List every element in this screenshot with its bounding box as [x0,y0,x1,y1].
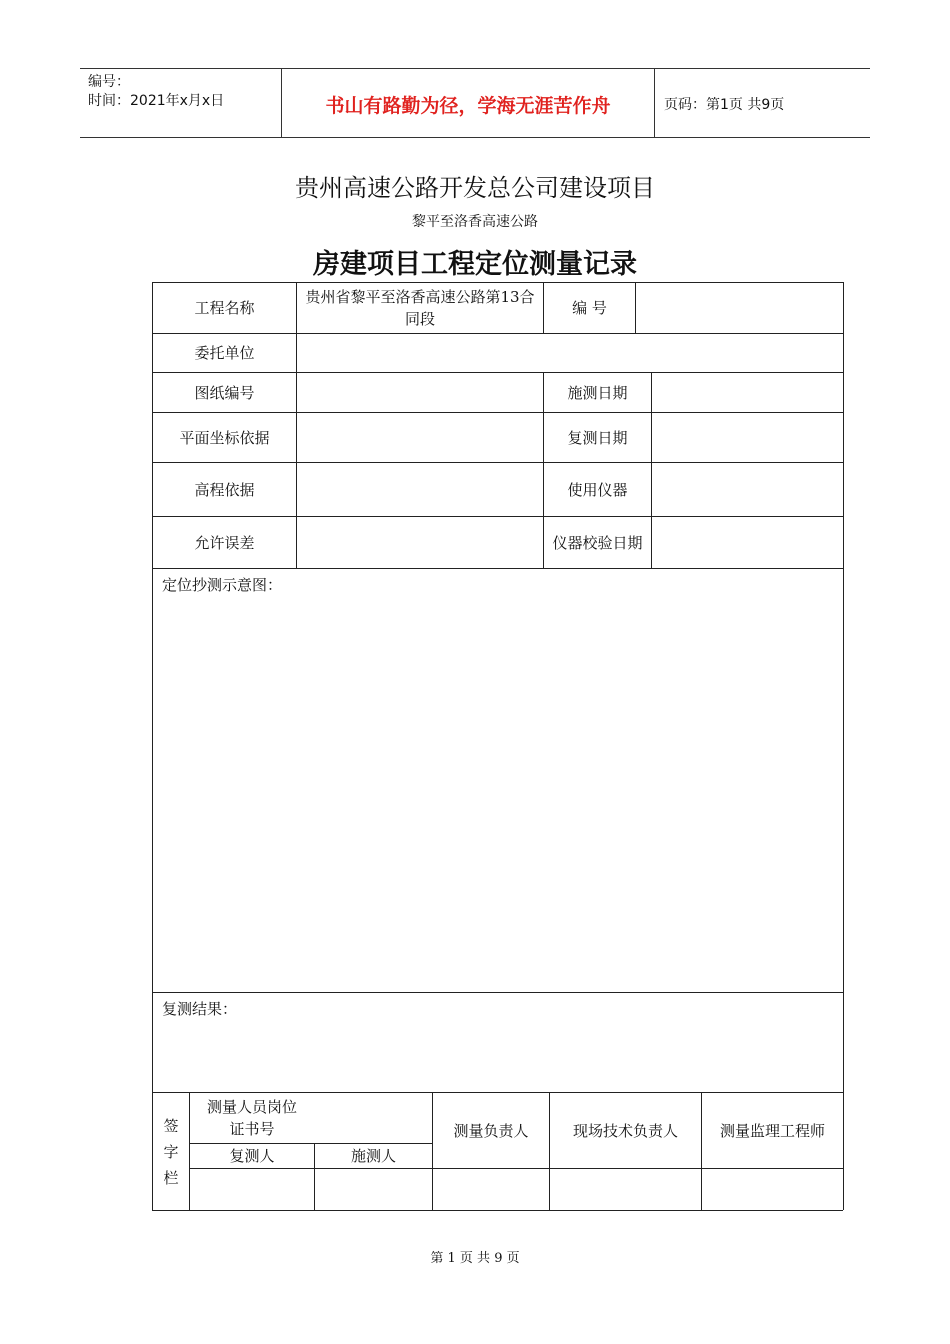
plane-coord-field[interactable] [297,413,543,462]
header-number-label: 编号： [88,74,130,90]
tolerance-label: 允许误差 [194,533,255,552]
survey-date-label: 施测日期 [567,383,628,402]
supervisor-signature-field[interactable] [702,1169,843,1210]
road-subtitle: 黎平至洛香高速公路 [412,214,538,230]
table-border [843,282,844,1210]
header-date: 时间：2021年x月x日 [88,93,225,109]
header-page-info: 页码：第1页 共9页 [664,97,785,113]
rechecker-label: 复测人 [229,1147,275,1165]
elevation-field[interactable] [297,463,543,516]
sketch-area[interactable] [153,595,843,991]
client-label: 委托单位 [194,344,255,362]
surveyor-label: 施测人 [350,1147,396,1165]
surveyor-signature-field[interactable] [315,1169,432,1210]
plane-coord-label: 平面坐标依据 [179,428,270,447]
code-label: 编 号 [572,299,607,317]
table-border [152,1210,843,1211]
code-field[interactable] [636,283,843,333]
instrument-field[interactable] [652,463,843,516]
client-field[interactable] [297,334,843,372]
tolerance-field[interactable] [297,517,543,568]
sketch-label: 定位抄测示意图： [162,576,283,594]
table-rule [152,568,843,569]
drawing-no-field[interactable] [297,373,543,412]
drawing-no-label: 图纸编号 [194,383,255,402]
surveyor-cert-field[interactable] [315,1093,432,1143]
signature-char: 字 [163,1143,179,1161]
site-tech-lead-label: 现场技术负责人 [572,1121,678,1140]
instrument-label: 使用仪器 [567,480,628,499]
survey-lead-label: 测量负责人 [453,1121,529,1140]
calibration-date-label: 仪器校验日期 [552,533,643,552]
rechecker-signature-field[interactable] [190,1169,314,1210]
form-title: 房建项目工程定位测量记录 [313,249,637,280]
signature-char: 栏 [163,1169,179,1187]
recheck-date-field[interactable] [652,413,843,462]
site-tech-lead-signature-field[interactable] [550,1169,701,1210]
recheck-date-label: 复测日期 [567,428,628,447]
project-name-value: 贵州省黎平至洛香高速公路第13合同段 [305,288,535,328]
elevation-label: 高程依据 [194,480,255,499]
table-rule [152,992,843,993]
calibration-date-field[interactable] [652,517,843,568]
signature-section-label [161,1113,181,1191]
recheck-result-field[interactable] [153,1020,843,1091]
signature-char: 签 [163,1117,179,1135]
surveyor-cert-label: 测量人员岗位证书号 [206,1098,297,1138]
header-motto: 书山有路勤为径，学海无涯苦作舟 [325,95,611,117]
recheck-result-label: 复测结果： [162,1000,238,1018]
survey-lead-signature-field[interactable] [433,1169,549,1210]
supervisor-label: 测量监理工程师 [719,1121,825,1140]
survey-date-field[interactable] [652,373,843,412]
company-title: 贵州高速公路开发总公司建设项目 [295,174,655,202]
project-name-label: 工程名称 [194,299,255,317]
page-footer: 第 1 页 共 9 页 [430,1251,520,1266]
